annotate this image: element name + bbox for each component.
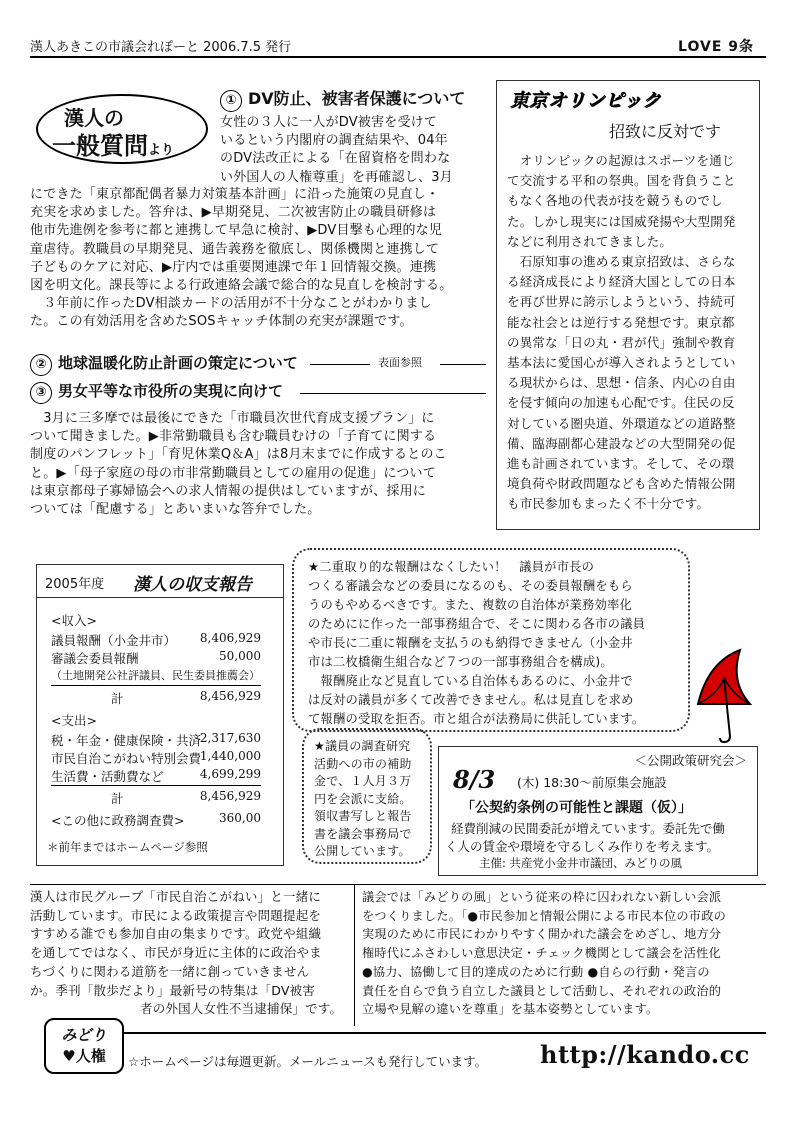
sec3-line: 制度のパンフレット」「育児休業Q＆A」は8月末までに作成するとのこ bbox=[30, 447, 447, 463]
sec1-line: 女性の３人に一人がDV被害を受けて bbox=[220, 115, 438, 130]
income-note: （土地開発公社評議員、民生委員推薦会） bbox=[51, 669, 260, 682]
section2-number: ② bbox=[30, 354, 52, 376]
olympic-line: の異常な「日の丸・君が代」強制や教育 bbox=[507, 334, 736, 350]
section3-rule bbox=[300, 393, 486, 394]
event-desc1: 経費削減の民間委託が増えています。委託先で働 bbox=[451, 821, 726, 836]
event-date: 8/3 bbox=[453, 765, 496, 794]
love-article9: LOVE 9条 bbox=[678, 39, 754, 55]
section2-rule bbox=[310, 364, 370, 365]
bubble1-line: て報酬の受取を拒否。市と組合が法務局に供託しています。 bbox=[308, 712, 645, 726]
footer-left-line: すすめる誰でも参加自由の集まりです。政党や組織 bbox=[30, 926, 322, 942]
olympic-line: 基本法に愛国心が導入されようとしてい bbox=[507, 355, 736, 371]
expense-item-label: 税・年金・健康保険・共済 bbox=[51, 733, 202, 748]
footer-right-line: 権時代にふさわしい意思決定・チェック機関として議会を活性化 bbox=[362, 946, 721, 961]
bubble1-line: うのもやめるべきです。また、複数の自治体が業務効率化 bbox=[308, 598, 632, 612]
expense-total: 8,456,929 bbox=[199, 789, 261, 803]
sec1-line: 他市先進例を参考に都と連携して早急に検討、▶DV目撃も心理的な児 bbox=[30, 223, 443, 239]
bubble2-line: 円を会派に支給。 bbox=[314, 791, 412, 806]
olympic-line: 境負荷や財政問題なども含めた情報公開 bbox=[507, 476, 736, 492]
income-item-value: 50,000 bbox=[219, 649, 261, 663]
bubble1-line: のためにに作った一部事務組合で、そこに関わる各市の議員 bbox=[308, 617, 646, 631]
other-label: <この他に政務調査費> bbox=[51, 813, 185, 828]
bubble2-line: ★議員の調査研究 bbox=[314, 739, 411, 753]
midori-jinken-badge bbox=[44, 1018, 124, 1074]
section2-rule-end bbox=[440, 364, 486, 365]
income-item-label: 議員報酬（小金井市） bbox=[51, 633, 177, 648]
section1-title: DV防止、被害者保護について bbox=[248, 89, 466, 108]
olympic-subtitle: 招致に反対です bbox=[609, 122, 722, 141]
bubble1-line: 報酬廃止など見直している自治体もあるのに、小金井で bbox=[308, 674, 633, 688]
footer-right-line: ●協力、協働して目的達成のために行動 ●自らの行動・発言の bbox=[362, 964, 710, 979]
section1-heading bbox=[220, 86, 465, 112]
footer-right-line: 責任を自らで負う自立した議員として活動し、それぞれの政治的 bbox=[362, 983, 722, 998]
income-rule bbox=[51, 685, 261, 686]
event-box bbox=[438, 746, 758, 876]
section1-body-top bbox=[220, 114, 482, 187]
olympic-line: などに利用されてきました。 bbox=[507, 233, 673, 249]
logo-suffix: より bbox=[148, 143, 175, 158]
bubble1-line: 市は二枚橋衛生組合など７つの一部事務組合を構成)。 bbox=[308, 655, 613, 669]
budget-table bbox=[51, 611, 261, 851]
event-details: (木) 18:30～前原集会施設 bbox=[517, 775, 667, 790]
olympic-line: た。しかし現実には国威発揚や大型開発 bbox=[507, 213, 736, 229]
bottom-rule bbox=[124, 1032, 766, 1034]
expense-item-label: 生活費・活動費など bbox=[51, 769, 164, 784]
section3-title: 男女平等な市役所の実現に向けて bbox=[58, 382, 284, 400]
budget-year: 2005年度 bbox=[45, 577, 105, 592]
footer-divider bbox=[354, 884, 355, 1026]
footer-right-line: 議会では「みどりの風」という従来の枠に囚われない新しい会派 bbox=[362, 890, 722, 904]
expense-item-value: 4,699,299 bbox=[199, 767, 261, 781]
income-total-label: 計 bbox=[111, 691, 124, 706]
sec1-line: いるという内閣府の調査結果や、04年 bbox=[220, 133, 448, 149]
footer-left-line: を通してではなく、市民が身近に主体的に政治やま bbox=[30, 945, 322, 961]
budget-header bbox=[37, 565, 283, 598]
budget-box bbox=[36, 564, 284, 866]
section2-heading bbox=[30, 352, 298, 376]
sec1-line: 充実を求めました。答弁は、▶早期発見、二次被害防止の職員研修は bbox=[30, 205, 437, 221]
income-item-label: 審議会委員報酬 bbox=[51, 651, 139, 666]
general-question-logo bbox=[36, 94, 208, 164]
sec1-line: 図を明文化。課長等による行政連絡会議で総合的な見直しを検討する。 bbox=[30, 278, 453, 294]
event-label: ＜公開政策研究会＞ bbox=[634, 753, 747, 768]
sec1-line: 子どものケアに対応、▶庁内では重要関連課で年１回情報交換。連携 bbox=[30, 259, 437, 275]
income-item-value: 8,406,929 bbox=[199, 631, 261, 645]
bubble1-line: ★二重取り的な報酬はなくしたい！ 議員が市長の bbox=[308, 560, 595, 574]
bubble2-line: 領収書写しと報告 bbox=[314, 809, 412, 823]
logo-line2: 一般質問 bbox=[52, 132, 148, 160]
sec3-line: 3月に三多摩では最後にできた「市職員次世代育成支援プラン」に bbox=[30, 411, 435, 426]
bubble2-line: 書を議会事務局で bbox=[314, 826, 412, 841]
remuneration-body bbox=[308, 558, 680, 729]
olympic-line: 石原知事の進める東京招致は、さらな bbox=[507, 254, 736, 270]
sec1-line: にできた「東京都配偶者暴力対策基本計画」に沿った施策の見直し・ bbox=[30, 187, 440, 202]
homepage-note: ☆ホームページは毎週更新。メールニュースも発行しています。 bbox=[128, 1054, 488, 1069]
olympic-line: を再び世界に誇示しようという、持続可 bbox=[507, 294, 736, 310]
section3-heading bbox=[30, 380, 283, 404]
section2-ref: 表面参照 bbox=[378, 356, 422, 369]
budget-note: ＊前年まではホームページ参照 bbox=[47, 840, 208, 854]
olympic-line: る経済成長により経済大国としての日本 bbox=[507, 274, 736, 290]
olympic-line: る現状からは、思想・信条、内心の自由 bbox=[507, 375, 736, 391]
other-value: 360,00 bbox=[219, 811, 261, 825]
sec1-line: 童虐待。教職員の早期発見、通告義務を徹底し、関係機関と連携して bbox=[30, 241, 440, 257]
umbrella-icon bbox=[690, 644, 758, 746]
olympic-line: 能な社会とは逆行する発想です。東京都 bbox=[507, 314, 735, 330]
budget-title: 漢人の収支報告 bbox=[133, 575, 252, 595]
expense-label: <支出> bbox=[51, 713, 97, 728]
issue-info: 漢人あきこの市議会れぽーと 2006.7.5 発行 bbox=[30, 40, 292, 55]
footer-left-body bbox=[30, 888, 350, 1019]
olympic-line: オリンピックの起源はスポーツを通じ bbox=[507, 153, 735, 168]
badge-line2: ♥人権 bbox=[62, 1047, 106, 1065]
section3-body bbox=[30, 410, 490, 519]
olympic-line: を侵す傾向の加速も心配です。住民の反 bbox=[507, 395, 735, 411]
sec3-line: は東京都母子寡婦協会への求人情報の提供はしていますが、採用に bbox=[30, 483, 427, 499]
sec3-line: ついては「配慮する」とあいまいな答弁でした。 bbox=[30, 502, 321, 518]
expense-item-label: 市民自治こがねい特別会費 bbox=[51, 751, 202, 766]
event-host: 主催: 共産党小金井市議団、みどりの風 bbox=[479, 856, 683, 870]
footer-rule bbox=[30, 884, 766, 885]
bubble2-line: 公開しています。 bbox=[314, 844, 411, 858]
research-funds-body bbox=[314, 738, 424, 861]
expense-total-label: 計 bbox=[111, 791, 124, 806]
footer-right-line: をつくりました。「●市民参加と情報公開による市民本位の市政の bbox=[362, 908, 726, 923]
expense-item-value: 1,440,000 bbox=[199, 749, 261, 763]
footer-left-line: 漢人は市民グループ「市民自治こがねい」と一緒に bbox=[30, 889, 322, 904]
olympic-box bbox=[496, 80, 760, 530]
olympic-badge: 東京オリンピック bbox=[511, 91, 663, 112]
section2-title: 地球温暖化防止計画の策定について bbox=[58, 354, 298, 372]
sec3-line: ついて聞きました。▶非常勤職員も含む職員むけの「子育てに関する bbox=[30, 429, 437, 445]
footer-left-line: か。季刊「散歩だより」最新号の特集は「DV被害 bbox=[30, 982, 316, 998]
expense-item-value: 2,317,630 bbox=[199, 731, 261, 745]
remuneration-bubble bbox=[292, 548, 690, 732]
footer-left-line: ちづくりに関わる道筋を一緒に創っていきません bbox=[30, 963, 310, 979]
footer-left-line: 活動しています。市民による政策提言や問題提起を bbox=[30, 907, 322, 923]
section3-number: ③ bbox=[30, 382, 52, 404]
footer-right-line: 実現のために市民にわかりやすく開かれた議会をめざし、地方分 bbox=[362, 927, 722, 942]
bubble1-line: は反対の議員が多くて改善できません。私は見直しを求め bbox=[308, 693, 634, 707]
olympic-line: もなく各地の代表が技を競うものでし bbox=[507, 193, 723, 209]
olympic-line: て交流する平和の祭典。国を背負うこと bbox=[507, 173, 736, 189]
logo-line1: 漢人の bbox=[64, 106, 124, 130]
sec1-line: い外国人の人権尊重」を再確認し、3月 bbox=[220, 169, 453, 185]
footer-left-line: 者の外国人女性不当逮捕保」です。 bbox=[140, 1001, 343, 1017]
footer-right-line: 立場や見解の違いを尊重」を基本姿勢としています。 bbox=[362, 1002, 659, 1017]
bubble2-line: 活動への市の補助 bbox=[314, 756, 412, 771]
olympic-line: も市民参加もまったく不十分です。 bbox=[507, 496, 710, 512]
sec3-line: と。▶「母子家庭の母の市非常勤職員としての雇用の促進」について bbox=[30, 465, 436, 481]
website-url[interactable]: http://kando.cc bbox=[540, 1040, 750, 1069]
sec1-line: のDV法改正による「在留資格を問わな bbox=[220, 151, 451, 167]
olympic-line: 対している圏央道、外環道などの道路整 bbox=[507, 415, 736, 431]
event-title: 「公契約条例の可能性と課題（仮）」 bbox=[461, 800, 692, 816]
bubble2-line: 金で、１人月３万 bbox=[314, 774, 412, 788]
expense-rule bbox=[51, 785, 261, 786]
section1-body bbox=[30, 186, 490, 332]
bubble1-line: や市長に二重に報酬を支払うのも納得できません（小金井 bbox=[308, 636, 633, 650]
income-label: <収入> bbox=[51, 613, 97, 628]
header-rule bbox=[30, 56, 766, 58]
income-total: 8,456,929 bbox=[199, 689, 261, 703]
footer-right-body bbox=[362, 888, 766, 1019]
research-funds-bubble bbox=[302, 728, 432, 864]
olympic-line: 備、臨海副都心建設などの大型開発の促 bbox=[507, 435, 736, 451]
badge-line1: みどり bbox=[61, 1026, 107, 1044]
event-desc2: く人の賃金や環境を守るしくみ作りを考えます。 bbox=[445, 839, 720, 854]
sec1-line: た。この有効活用を含めたSOSキャッチ体制の充実が課題です。 bbox=[30, 314, 413, 330]
section1-number: ① bbox=[220, 90, 242, 112]
olympic-line: 進も計画されています。そして、その環 bbox=[507, 456, 735, 472]
bubble1-line: つくる審議会などの委員になるのも、その委員報酬をもら bbox=[308, 579, 633, 593]
sec1-line: ３年前に作ったDV相談カードの活用が不十分なことがわかりまし bbox=[30, 296, 432, 312]
olympic-body bbox=[507, 151, 753, 515]
